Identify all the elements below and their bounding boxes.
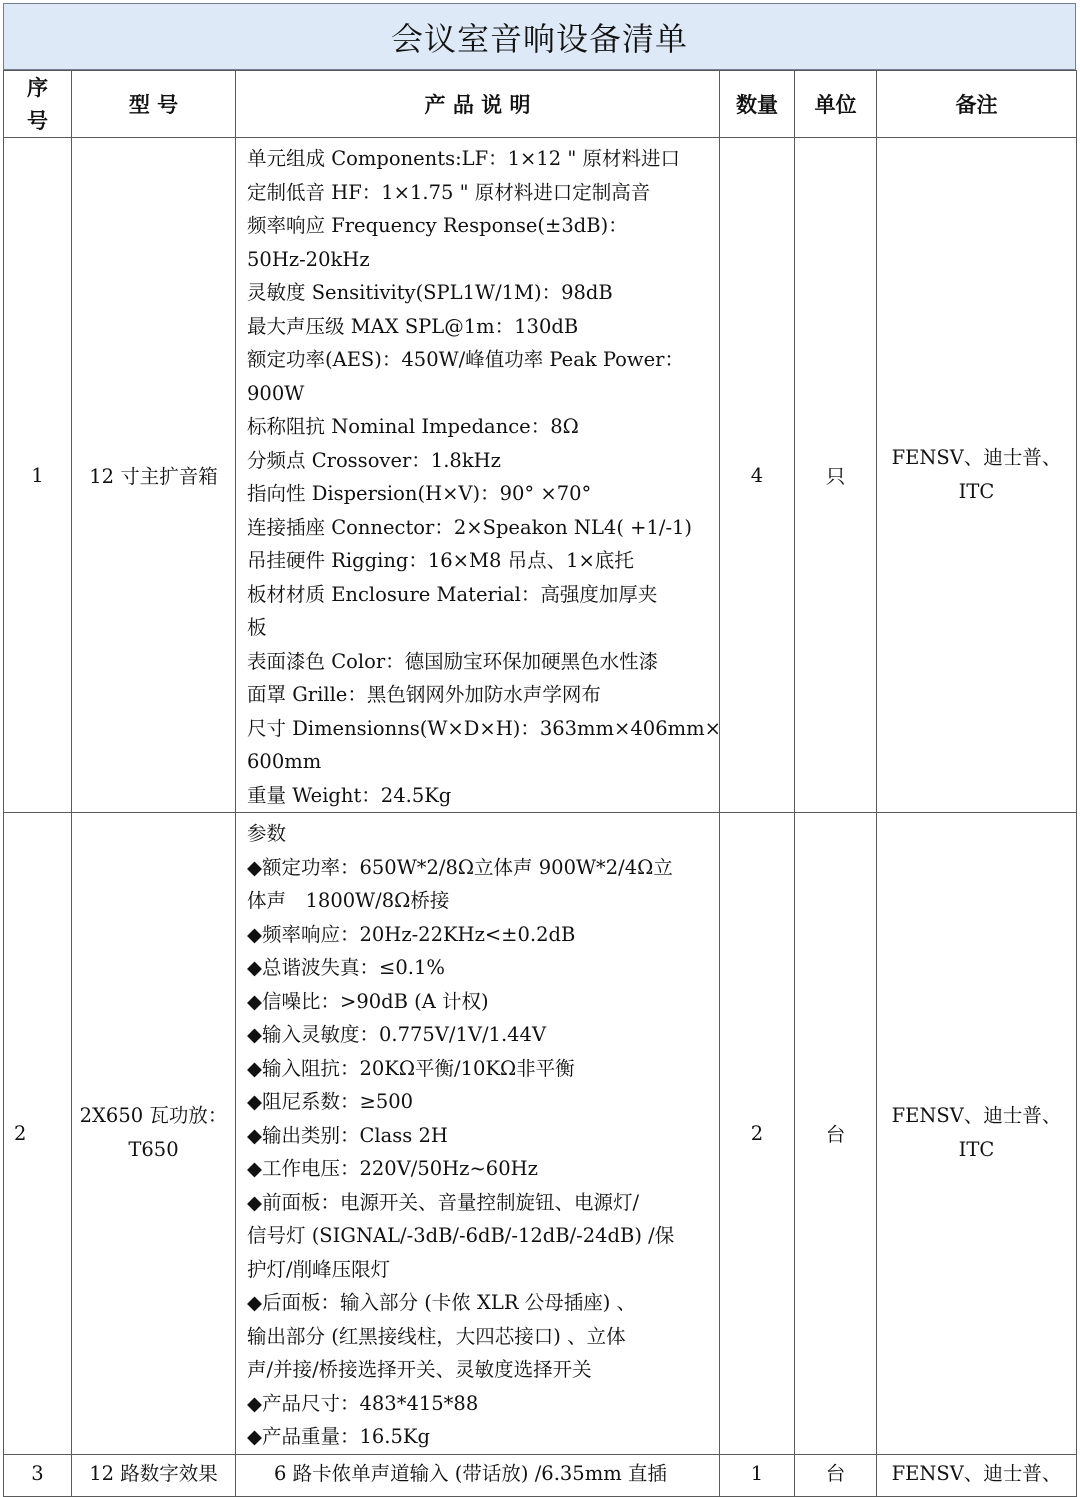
desc-line: 板 (247, 616, 267, 639)
desc-line: ◆输出类别：Class 2H (247, 1123, 448, 1147)
desc-line: 表面漆色 Color：德国励宝环保加硬黑色水性漆 (247, 649, 659, 673)
equipment-table (3, 70, 1077, 1497)
model-line: 2X650 瓦功放： (79, 1104, 228, 1128)
document-title: 会议室音响设备清单 (3, 3, 1076, 70)
remarks-line: FENSV、迪士普、 (891, 446, 1062, 469)
desc-line: 600mm (247, 750, 322, 773)
row-remarks (877, 813, 1077, 1455)
row-index: 1 (4, 138, 72, 813)
desc-line: ◆输入灵敏度：0.775V/1V/1.44V (247, 1023, 547, 1046)
desc-line: 额定功率(AES)：450W/峰值功率 Peak Power： (247, 348, 684, 371)
desc-line: ◆工作电压：220V/50Hz~60Hz (247, 1157, 538, 1180)
row-model: 12 路数字效果 (72, 1454, 236, 1496)
row-description (236, 138, 720, 813)
desc-line: 灵敏度 Sensitivity(SPL1W/1M)：98dB (247, 281, 613, 304)
desc-line: 参数 (247, 822, 287, 845)
row-index: 3 (4, 1454, 72, 1496)
row-description (236, 1454, 720, 1496)
desc-line: 定制低音 HF：1×1.75 " 原材料进口定制高音 (247, 180, 651, 204)
desc-line: ◆输入阻抗：20KΩ平衡/10KΩ非平衡 (247, 1056, 575, 1080)
desc-line: 声/并接/桥接选择开关、灵敏度选择开关 (247, 1358, 592, 1381)
table-row (4, 1454, 1077, 1496)
table-row (4, 813, 1077, 1455)
row-model (72, 813, 236, 1455)
desc-line: ◆后面板：输入部分 (卡侬 XLR 公母插座) 、 (247, 1291, 637, 1314)
desc-line: 标称阻抗 Nominal Impedance：8Ω (247, 415, 579, 438)
desc-line: ◆额定功率：650W*2/8Ω立体声 900W*2/4Ω立 (247, 855, 673, 879)
row-quantity: 4 (720, 138, 795, 813)
header-description: 产 品 说 明 (236, 71, 720, 138)
desc-line: 连接插座 Connector：2×Speakon NL4( +1/-1) (247, 515, 693, 539)
row-remarks: FENSV、迪士普、 (877, 1454, 1077, 1496)
desc-line: 尺寸 Dimensionns(W×D×H)：363mm×406mm× (247, 716, 721, 740)
row-unit: 只 (795, 138, 877, 813)
desc-line: 900W (247, 381, 305, 405)
header-row (4, 71, 1077, 138)
desc-line: 护灯/削峰压限灯 (247, 1257, 391, 1281)
desc-line: 单元组成 Components:LF：1×12 " 原材料进口 (247, 147, 681, 170)
desc-line: 吊挂硬件 Rigging：16×M8 吊点、1×底托 (247, 549, 634, 572)
row-description (236, 813, 720, 1455)
table-row (4, 138, 1077, 813)
remarks-line: FENSV、迪士普、 (891, 1104, 1062, 1128)
header-remarks: 备注 (877, 71, 1077, 138)
desc-line: ◆频率响应：20Hz-22KHz<±0.2dB (247, 922, 576, 946)
desc-line: 输出部分 (红黑接线柱，大四芯接口) 、立体 (247, 1324, 626, 1348)
desc-line: ◆产品重量：16.5Kg (247, 1425, 430, 1448)
header-model: 型 号 (72, 71, 236, 138)
desc-line: 板材材质 Enclosure Material：高强度加厚夹 (247, 582, 658, 606)
desc-line: 面罩 Grille：黑色钢网外加防水声学网布 (247, 683, 601, 706)
desc-line: ◆产品尺寸：483*415*88 (247, 1391, 479, 1415)
desc-line: ◆信噪比：>90dB (A 计权) (247, 989, 489, 1013)
desc-line: 重量 Weight：24.5Kg (247, 783, 452, 807)
desc-line: 指向性 Dispersion(H×V)：90° ×70° (247, 482, 592, 505)
remarks-line: ITC (958, 480, 995, 503)
row-quantity: 1 (720, 1454, 795, 1496)
desc-line: 最大声压级 MAX SPL@1m：130dB (247, 314, 579, 338)
row-quantity: 2 (720, 813, 795, 1455)
row-index: 2 (4, 813, 72, 1455)
desc-line: 体声 1800W/8Ω桥接 (247, 889, 450, 912)
header-index-text: 序号 (27, 75, 48, 133)
header-index (4, 71, 72, 138)
desc-line: ◆前面板：电源开关、音量控制旋钮、电源灯/ (247, 1190, 640, 1214)
row-model: 12 寸主扩音箱 (72, 138, 236, 813)
desc-line: ◆总谐波失真：≤0.1% (247, 956, 445, 979)
desc-line: 分频点 Crossover：1.8kHz (247, 448, 501, 472)
desc-line: 6 路卡侬单声道输入 (带话放) /6.35mm 直插 (274, 1461, 667, 1485)
desc-line: ◆阻尼系数：≥500 (247, 1090, 414, 1113)
row-unit: 台 (795, 813, 877, 1455)
row-remarks (877, 138, 1077, 813)
row-unit: 台 (795, 1454, 877, 1496)
remarks-line: ITC (958, 1138, 995, 1162)
equipment-list-sheet (3, 3, 1076, 1497)
header-quantity: 数量 (720, 71, 795, 138)
header-unit: 单位 (795, 71, 877, 138)
desc-line: 50Hz-20kHz (247, 247, 370, 271)
desc-line: 信号灯 (SIGNAL/-3dB/-6dB/-12dB/-24dB) /保 (247, 1224, 675, 1247)
model-line: T650 (128, 1138, 179, 1162)
desc-line: 频率响应 Frequency Response(±3dB)： (247, 214, 628, 237)
